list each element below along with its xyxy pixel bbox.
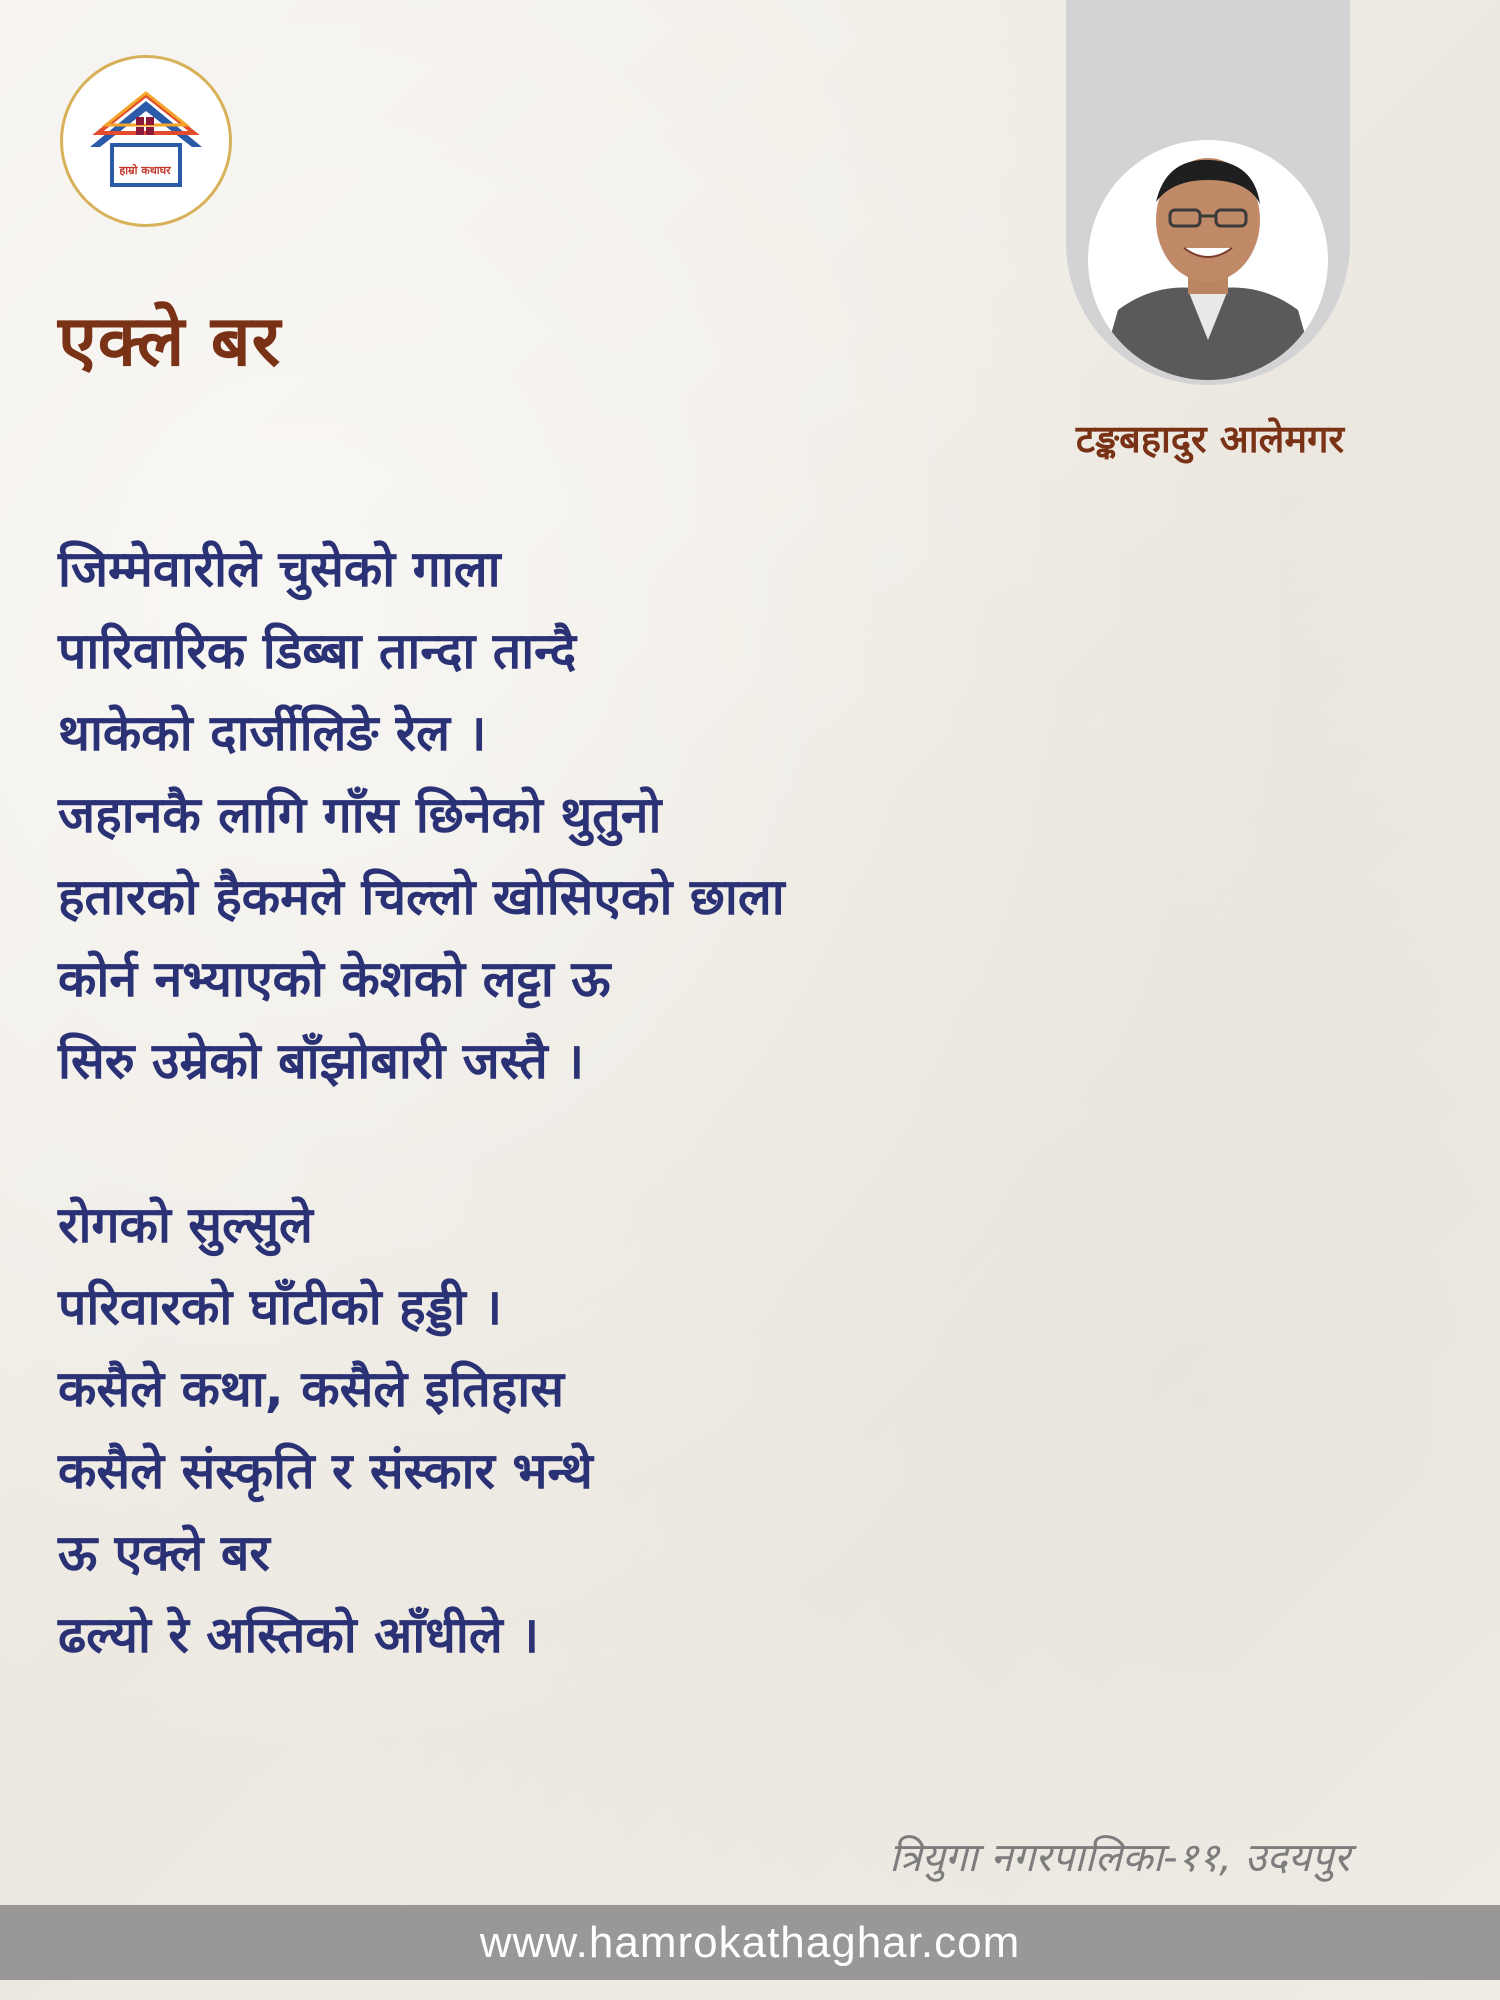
author-address: त्रियुगा नगरपालिका-११, उदयपुर xyxy=(889,1835,1350,1881)
poem-line: जहानकै लागि गाँस छिनेको थुतुनो xyxy=(58,786,662,844)
poem-line: कोर्न नभ्याएको केशको लट्टा ऊ xyxy=(58,950,611,1008)
site-logo xyxy=(60,55,232,227)
poem-line: कसैले कथा, कसैले इतिहास xyxy=(58,1360,565,1418)
poem-line: पारिवारिक डिब्बा तान्दा तान्दै xyxy=(58,622,577,680)
poem-body xyxy=(58,528,1058,1676)
stanza-1 xyxy=(58,528,1058,1102)
poem-line: परिवारको घाँटीको हड्डी । xyxy=(58,1278,503,1336)
poem-line: सिरु उम्रेको बाँझोबारी जस्तै । xyxy=(58,1032,585,1090)
poem-line: कसैले संस्कृति र संस्कार भन्थे xyxy=(58,1442,593,1500)
house-icon xyxy=(60,55,232,227)
poem-line: थाकेको दार्जीलिङे रेल । xyxy=(58,704,487,762)
author-photo-panel xyxy=(1066,0,1350,385)
website-link[interactable]: www.hamrokathaghar.com xyxy=(479,1917,1021,1967)
logo-text: हाम्रो कथाघर xyxy=(119,164,171,177)
poem-title: एक्ले बर xyxy=(58,300,282,382)
footer-bar xyxy=(0,1905,1500,1980)
poem-line: ऊ एक्ले बर xyxy=(58,1524,270,1582)
poem-line: हतारको हैकमले चिल्लो खोसिएको छाला xyxy=(58,868,785,926)
author-photo xyxy=(1088,140,1328,380)
poem-line: ढल्यो रे अस्तिको आँधीले । xyxy=(58,1606,540,1664)
poem-line: रोगको सुल्सुले xyxy=(58,1196,313,1254)
stanza-2 xyxy=(58,1184,1058,1676)
poem-line: जिम्मेवारीले चुसेको गाला xyxy=(58,540,501,598)
author-name: टङ्कबहादुर आलेमगर xyxy=(1075,417,1345,461)
